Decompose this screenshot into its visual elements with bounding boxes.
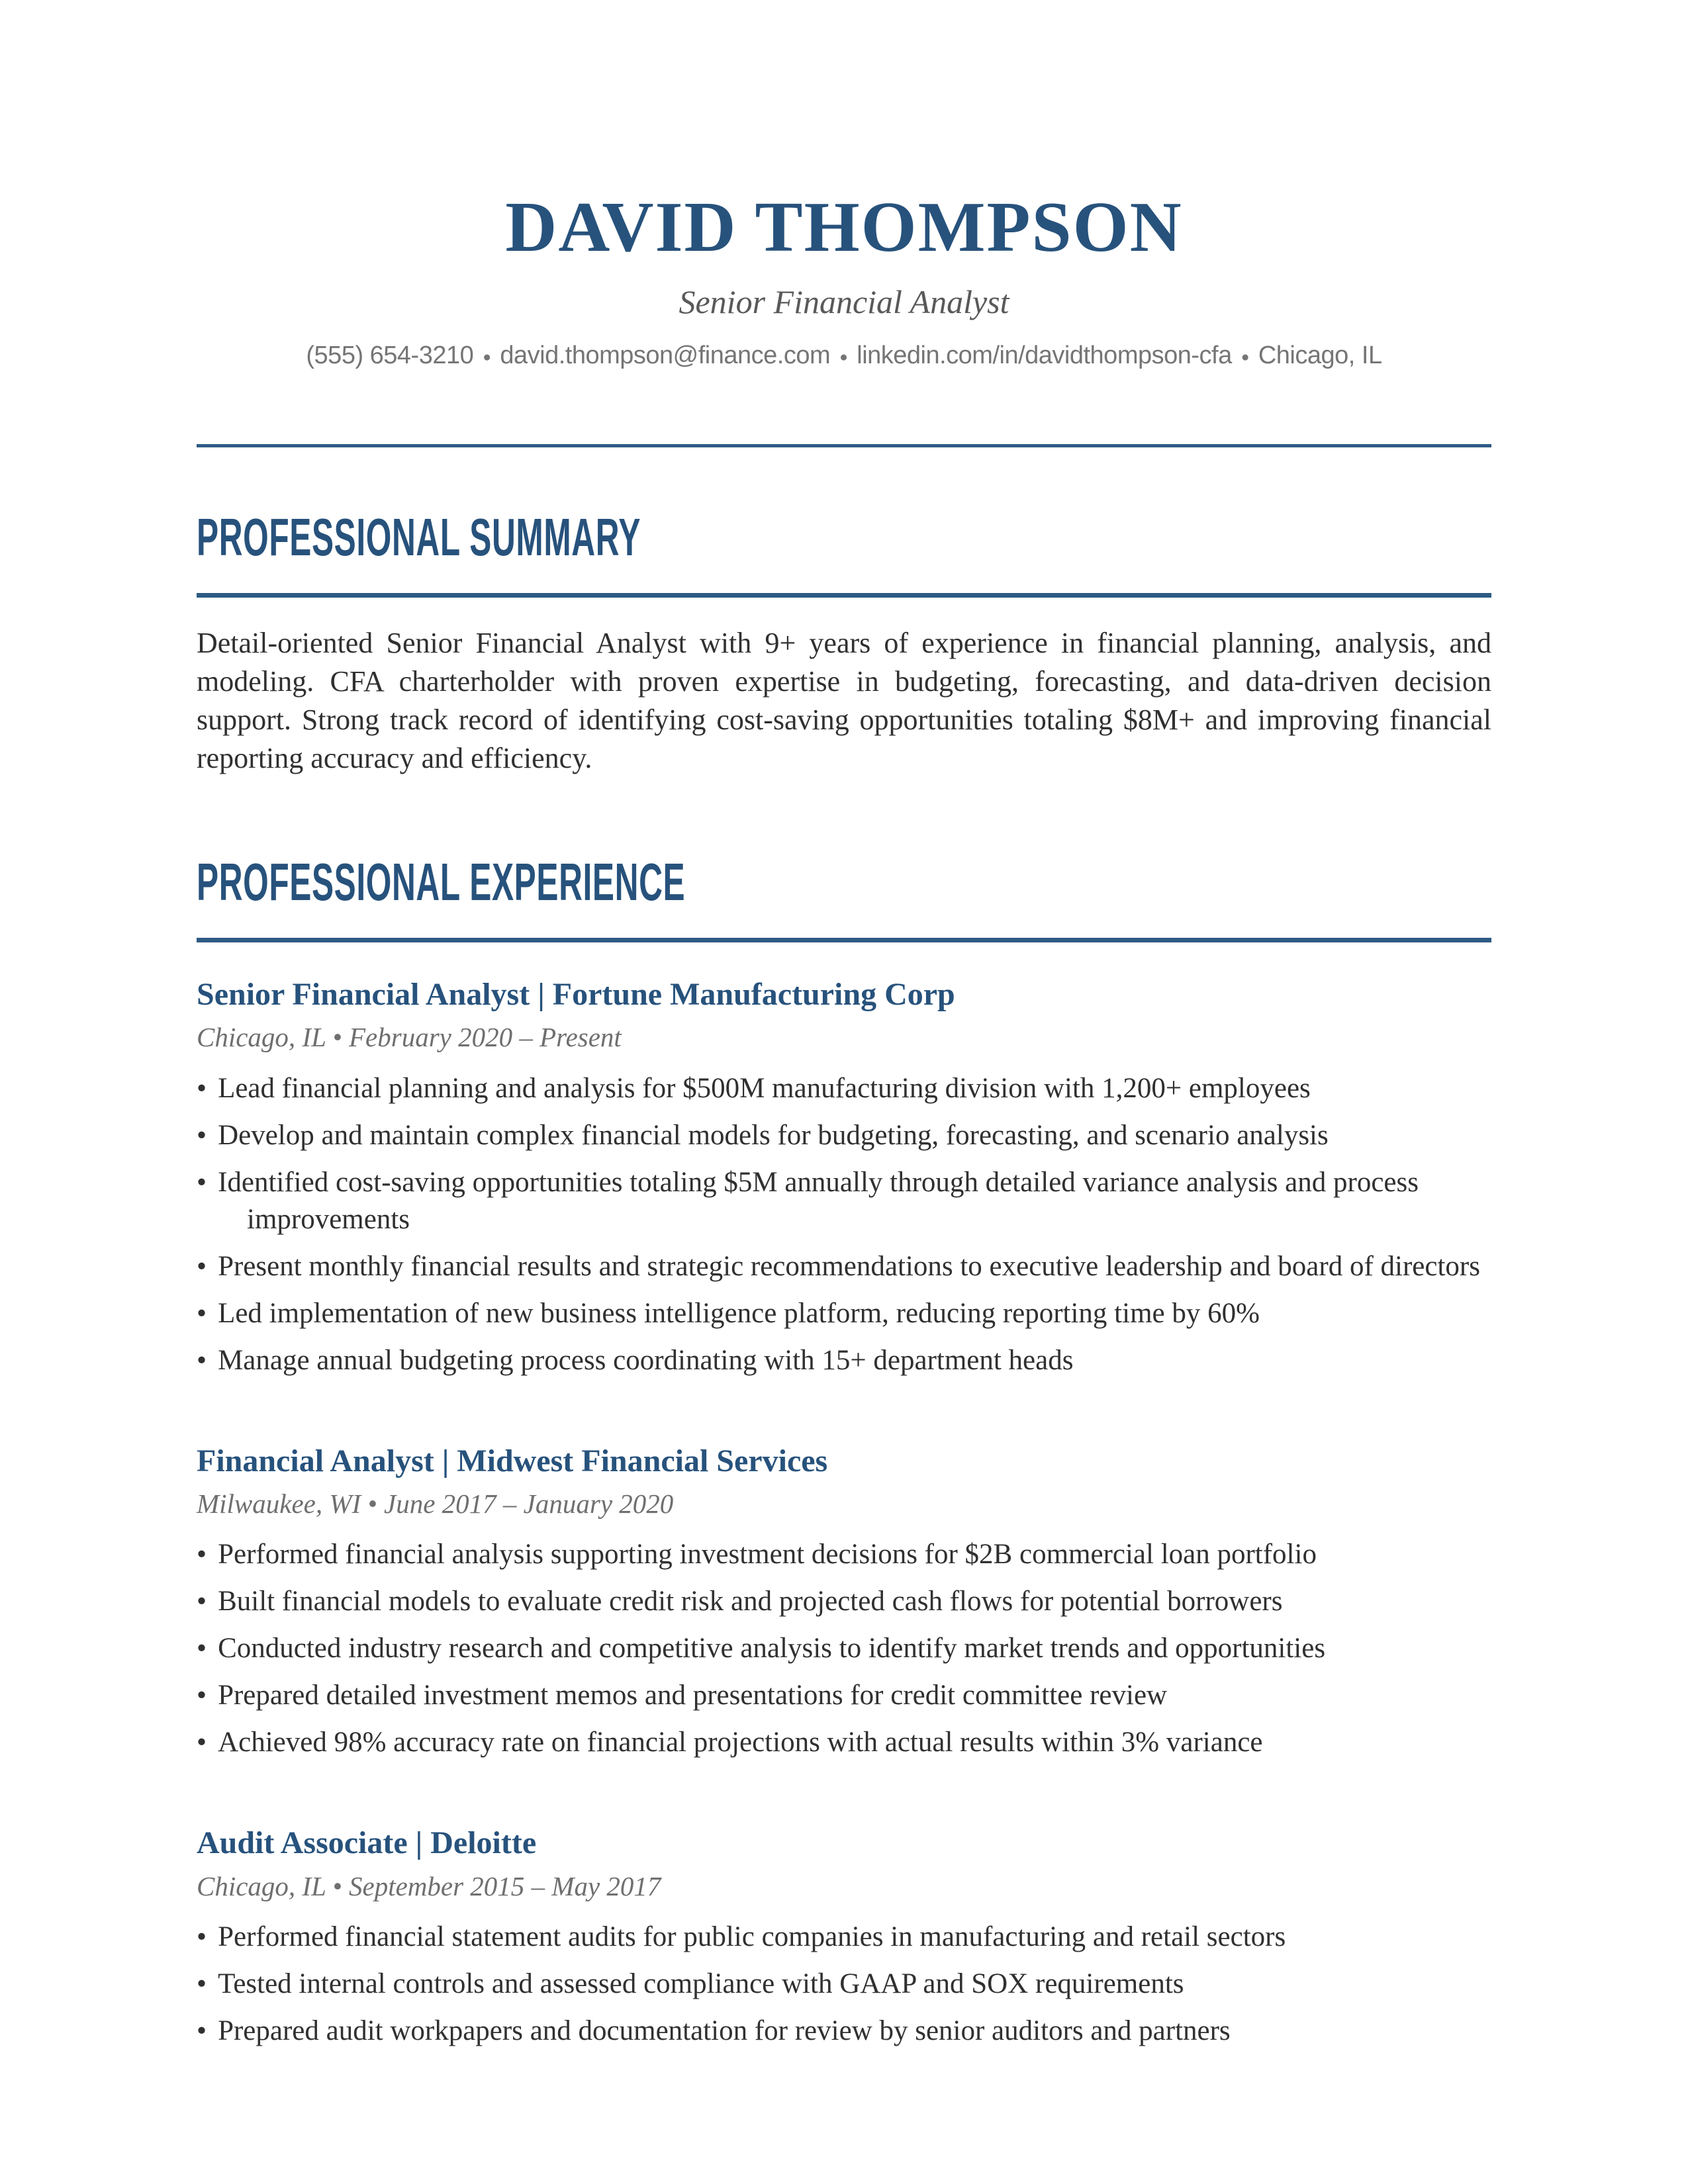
bullet-dot: • xyxy=(197,1072,207,1104)
job-bullet-text: Present monthly financial results and strategic recommendations to executive leadership and board of directors xyxy=(218,1250,1480,1282)
job-bullet xyxy=(197,1117,1491,1154)
job-bullet-text: Prepared detailed investment memos and presentations for credit committee review xyxy=(218,1680,1168,1711)
summary-section-heading xyxy=(197,507,1491,567)
header-divider-rule xyxy=(197,444,1491,447)
job-bullet xyxy=(197,1295,1491,1332)
contact-separator-dot: ● xyxy=(1241,349,1249,365)
bullet-dot: • xyxy=(197,1727,207,1758)
job-entry-midwest-financial xyxy=(197,1442,1491,1762)
section-professional-experience xyxy=(197,852,1491,2050)
bullet-dot: • xyxy=(197,1250,207,1282)
bullet-dot: • xyxy=(197,1119,207,1151)
job-bullet-text: Conducted industry research and competitive analysis to identify market trends and opportunities xyxy=(218,1633,1326,1664)
job-title: Audit Associate | Deloitte xyxy=(197,1825,537,1861)
contact-separator-dot: ● xyxy=(839,349,848,365)
job-bullet xyxy=(197,1342,1491,1379)
bullet-dot: • xyxy=(197,1297,207,1329)
job-bullet xyxy=(197,1248,1491,1285)
job-entry-deloitte xyxy=(197,1824,1491,2050)
job-bullet xyxy=(197,1677,1491,1714)
job-bullet-text: Performed financial analysis supporting investment decisions for $2B commercial loan portfolio xyxy=(218,1539,1317,1570)
job-bullet xyxy=(197,1070,1491,1107)
summary-heading-text: PROFESSIONAL SUMMARY xyxy=(197,507,641,567)
bullet-dot: • xyxy=(197,1680,207,1711)
candidate-name: DAVID THOMPSON xyxy=(505,188,1183,267)
job-bullet-list xyxy=(197,1070,1491,1379)
contact-phone: (555) 654-3210 xyxy=(306,341,474,370)
bullet-dot: • xyxy=(197,1539,207,1570)
bullet-dot: • xyxy=(197,2015,207,2047)
summary-heading-rule xyxy=(197,593,1491,598)
bullet-dot: • xyxy=(197,1586,207,1617)
candidate-job-title: Senior Financial Analyst xyxy=(679,283,1009,320)
job-title: Senior Financial Analyst | Fortune Manufacturing Corp xyxy=(197,976,955,1012)
job-bullet xyxy=(197,1164,1491,1238)
job-bullet-text: Manage annual budgeting process coordinating with 15+ department heads xyxy=(218,1344,1074,1376)
contact-location: Chicago, IL xyxy=(1258,341,1382,370)
job-bullet-text: Led implementation of new business intelligence platform, reducing reporting time by 60% xyxy=(218,1297,1260,1329)
job-entry-fortune-manufacturing xyxy=(197,976,1491,1379)
experience-heading-text: PROFESSIONAL EXPERIENCE xyxy=(197,852,686,911)
job-bullet xyxy=(197,1583,1491,1620)
job-bullet-text: Lead financial planning and analysis for $500M manufacturing division with 1,200+ employees xyxy=(218,1072,1311,1104)
job-bullet xyxy=(197,1724,1491,1761)
job-bullet-text: Identified cost-saving opportunities totaling $5M annually through detailed variance analysis and process improvements xyxy=(218,1166,1419,1235)
job-title: Financial Analyst | Midwest Financial Services xyxy=(197,1443,828,1479)
job-bullet xyxy=(197,1919,1491,1956)
job-bullet xyxy=(197,2013,1491,2050)
contact-line xyxy=(197,341,1491,371)
contact-email: david.thompson@finance.com xyxy=(500,341,831,370)
job-bullet xyxy=(197,1536,1491,1573)
job-bullet-text: Prepared audit workpapers and documentation for review by senior auditors and partners xyxy=(218,2015,1231,2047)
job-bullet-text: Develop and maintain complex financial models for budgeting, forecasting, and scenario analysis xyxy=(218,1119,1329,1151)
section-professional-summary xyxy=(197,507,1491,778)
job-bullet-text: Performed financial statement audits for public companies in manufacturing and retail sectors xyxy=(218,1921,1286,1953)
job-bullet xyxy=(197,1630,1491,1667)
job-location-dates: Chicago, IL • September 2015 – May 2017 xyxy=(197,1871,661,1902)
contact-linkedin: linkedin.com/in/davidthompson-cfa xyxy=(857,341,1232,370)
bullet-dot: • xyxy=(197,1633,207,1664)
bullet-dot: • xyxy=(197,1166,207,1198)
summary-paragraph: Detail-oriented Senior Financial Analyst with 9+ years of experience in financial planning, analysis, and modeling. CFA charterholder with proven expertise in budgeting, forecasting, and data-driven decision support. Strong track record of identifying cost-saving opportunities totaling $8M+ and improving financial reporting accuracy and efficiency. xyxy=(197,626,1491,774)
job-bullet-text: Achieved 98% accuracy rate on financial projections with actual results within 3% variance xyxy=(218,1727,1263,1758)
job-location-dates: Milwaukee, WI • June 2017 – January 2020 xyxy=(197,1488,674,1520)
experience-heading-rule xyxy=(197,938,1491,942)
bullet-dot: • xyxy=(197,1968,207,2000)
bullet-dot: • xyxy=(197,1921,207,1953)
bullet-dot: • xyxy=(197,1344,207,1376)
experience-section-heading xyxy=(197,852,1491,911)
resume-header xyxy=(197,189,1491,371)
job-bullet-list xyxy=(197,1536,1491,1761)
contact-separator-dot: ● xyxy=(483,349,491,365)
job-bullet-text: Built financial models to evaluate credit risk and projected cash flows for potential borrowers xyxy=(218,1586,1283,1617)
job-bullet xyxy=(197,1966,1491,2003)
job-bullet-list xyxy=(197,1919,1491,2050)
job-location-dates: Chicago, IL • February 2020 – Present xyxy=(197,1022,622,1053)
job-bullet-text: Tested internal controls and assessed compliance with GAAP and SOX requirements xyxy=(218,1968,1184,2000)
